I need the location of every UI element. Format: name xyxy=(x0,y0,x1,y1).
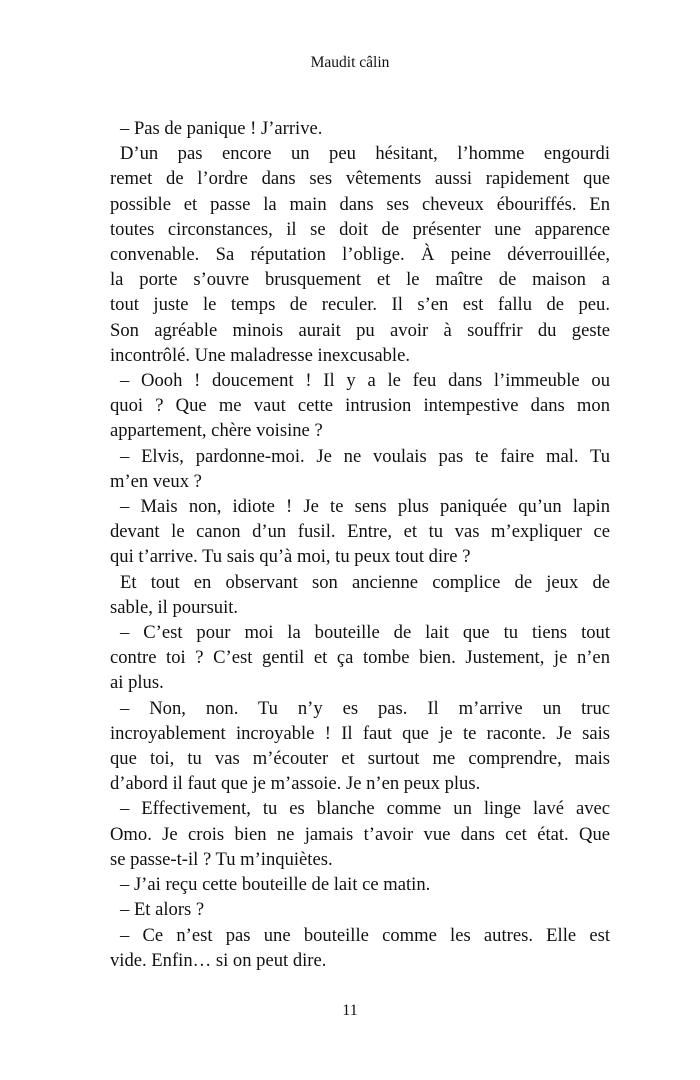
text-line: remet de l’ordre dans ses vêtements aussi rapidement que xyxy=(110,168,610,190)
paragraph xyxy=(110,444,610,494)
text-line: m’en veux ? xyxy=(110,470,202,492)
paragraph xyxy=(110,696,610,797)
text-line: – Pas de panique ! J’arrive. xyxy=(120,118,323,139)
text-line: Son agréable minois aurait pu avoir à souffrir du geste xyxy=(110,319,610,341)
paragraph xyxy=(110,897,610,922)
text-line: – J’ai reçu cette bouteille de lait ce matin. xyxy=(120,874,431,896)
text-line: appartement, chère voisine ? xyxy=(110,420,323,442)
text-line: que toi, tu vas m’écouter et surtout me comprendre, mais xyxy=(110,748,610,770)
text-line: la porte s’ouvre brusquement et le maître de maison a xyxy=(110,269,610,291)
page-number: 11 xyxy=(342,1002,358,1019)
text-line: se passe-t-il ? Tu m’inquiètes. xyxy=(110,848,333,870)
text-line: – Non, non. Tu n’y es pas. Il m’arrive un truc xyxy=(120,697,610,719)
text-line: incroyablement incroyable ! Il faut que je te raconte. Je sais xyxy=(110,722,610,744)
body-text xyxy=(110,116,610,973)
text-line: toutes circonstances, il se doit de présenter une apparence xyxy=(110,218,610,240)
paragraph xyxy=(110,368,610,444)
text-line: contre toi ? C’est gentil et ça tombe bien. Justement, je n’en xyxy=(110,647,610,669)
paragraph xyxy=(110,620,610,696)
running-header: Maudit câlin xyxy=(310,54,390,71)
text-line: – Et alors ? xyxy=(120,899,205,921)
text-line: ai plus. xyxy=(110,672,164,694)
text-line: quoi ? Que me vaut cette intrusion intempestive dans mon xyxy=(110,395,610,417)
text-line: tout juste le temps de reculer. Il s’en est fallu de peu. xyxy=(110,294,610,316)
text-line: D’un pas encore un peu hésitant, l’homme engourdi xyxy=(120,143,610,165)
text-line: – Mais non, idiote ! Je te sens plus paniquée qu’un lapin xyxy=(120,496,610,518)
text-line: convenable. Sa réputation l’oblige. À peine déverrouillée, xyxy=(110,244,610,266)
text-line: Omo. Je crois bien ne jamais t’avoir vue dans cet état. Que xyxy=(110,823,610,845)
text-line: sable, il poursuit. xyxy=(110,596,239,618)
paragraph xyxy=(110,116,610,141)
paragraph xyxy=(110,141,610,368)
paragraph xyxy=(110,872,610,897)
text-line: d’abord il faut que je m’assoie. Je n’en peux plus. xyxy=(110,773,481,795)
text-line: – Ce n’est pas une bouteille comme les autres. Elle est xyxy=(120,924,610,946)
text-line: – Elvis, pardonne-moi. Je ne voulais pas te faire mal. Tu xyxy=(120,445,610,467)
text-line: qui t’arrive. Tu sais qu’à moi, tu peux tout dire ? xyxy=(110,546,471,568)
paragraph xyxy=(110,923,610,973)
text-line: Et tout en observant son ancienne complice de jeux de xyxy=(120,571,610,593)
text-line: – C’est pour moi la bouteille de lait que tu tiens tout xyxy=(120,622,610,644)
text-line: incontrôlé. Une maladresse inexcusable. xyxy=(110,344,410,366)
text-line: possible et passe la main dans ses cheveux ébouriffés. En xyxy=(110,193,610,215)
text-line: devant le canon d’un fusil. Entre, et tu vas m’expliquer ce xyxy=(110,521,610,543)
text-line: vide. Enfin… si on peut dire. xyxy=(110,949,327,971)
paragraph xyxy=(110,796,610,872)
paragraph xyxy=(110,570,610,620)
text-line: – Effectivement, tu es blanche comme un linge lavé avec xyxy=(120,798,610,820)
text-line: – Oooh ! doucement ! Il y a le feu dans l’immeuble ou xyxy=(120,370,610,392)
paragraph xyxy=(110,494,610,570)
